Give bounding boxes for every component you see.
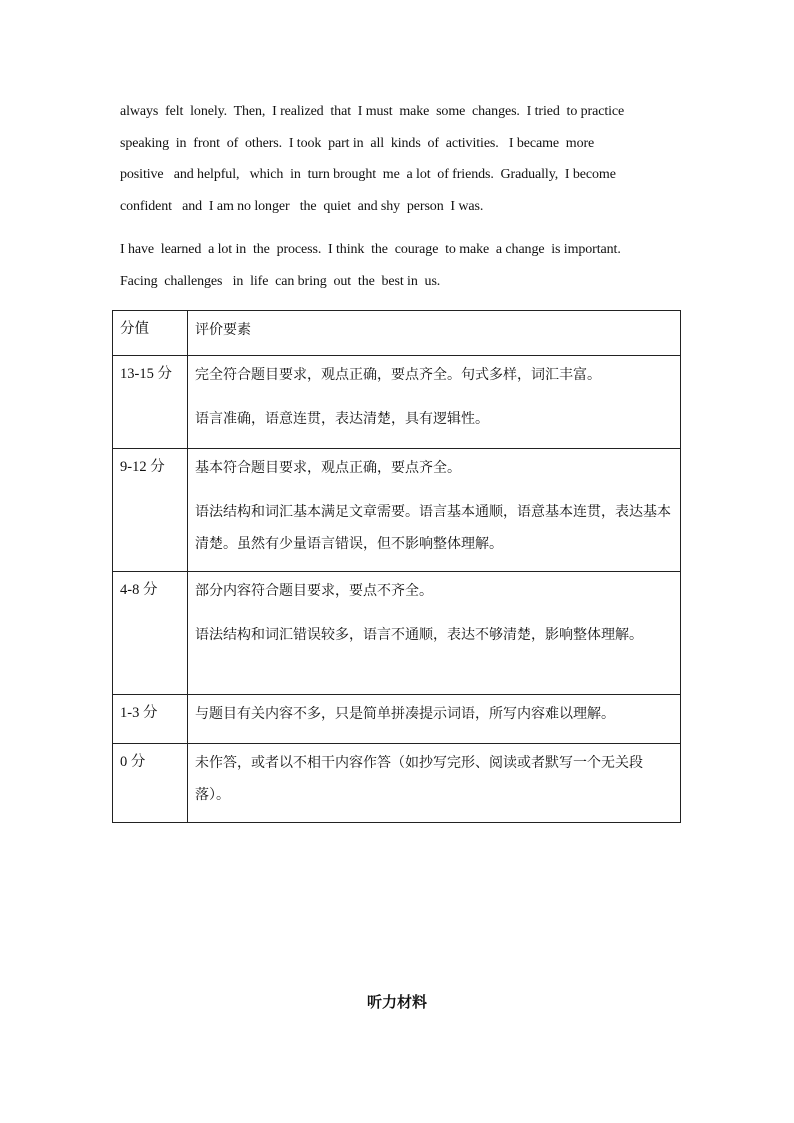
essay-line: confident and I am no longer the quiet and shy person I was. bbox=[120, 198, 484, 214]
rubric-header-row bbox=[113, 311, 681, 356]
criteria-text: 语法结构和词汇错误较多，语言不通顺，表达不够清楚，影响整体理解。 bbox=[195, 627, 643, 643]
rubric-score: 13-15 分 bbox=[113, 356, 188, 449]
section-title: 听力材料 bbox=[366, 993, 427, 1011]
scoring-rubric-table bbox=[112, 310, 681, 823]
criteria-text: 基本符合题目要求，观点正确，要点齐全。 bbox=[195, 460, 461, 476]
criteria-text: 与题目有关内容不多，只是简单拼凑提示词语，所写内容难以理解。 bbox=[195, 706, 615, 722]
rubric-row bbox=[113, 744, 681, 823]
rubric-criteria bbox=[188, 572, 681, 695]
rubric-score: 4-8 分 bbox=[113, 572, 188, 695]
rubric-criteria bbox=[188, 449, 681, 572]
criteria-text: 部分内容符合题目要求，要点不齐全。 bbox=[195, 583, 433, 599]
essay-paragraph-2 bbox=[120, 234, 680, 297]
rubric-score: 1-3 分 bbox=[113, 695, 188, 744]
rubric-row bbox=[113, 449, 681, 572]
criteria-text: 语言准确，语意连贯，表达清楚，具有逻辑性。 bbox=[195, 411, 489, 427]
essay-line: I have learned a lot in the process. I think the courage to make a change is important. bbox=[120, 242, 621, 257]
rubric-header-score: 分值 bbox=[113, 311, 188, 356]
criteria-text: 语法结构和词汇基本满足文章需要。语言基本通顺，语意基本连贯，表达基本清楚。虽然有少量语言错误，但不影响整体理解。 bbox=[195, 504, 671, 552]
essay-line: positive and helpful, which in turn brought me a lot of friends. Gradually, I become bbox=[120, 167, 616, 182]
criteria-text: 未作答，或者以不相干内容作答（如抄写完形、阅读或者默写一个无关段落）。 bbox=[195, 755, 643, 803]
essay-line: always felt lonely. Then, I realized that I must make some changes. I tried to practice bbox=[120, 104, 625, 119]
rubric-row bbox=[113, 356, 681, 449]
criteria-text: 完全符合题目要求，观点正确，要点齐全。句式多样，词汇丰富。 bbox=[195, 367, 601, 383]
rubric-header-criteria: 评价要素 bbox=[188, 311, 681, 356]
essay-line: speaking in front of others. I took part in all kinds of activities. I became more bbox=[120, 135, 595, 151]
essay-paragraph-1 bbox=[120, 96, 680, 222]
rubric-criteria bbox=[188, 356, 681, 449]
rubric-row bbox=[113, 572, 681, 695]
rubric-criteria bbox=[188, 695, 681, 744]
rubric-score: 0 分 bbox=[113, 744, 188, 823]
essay-line: Facing challenges in life can bring out the best in us. bbox=[120, 273, 441, 289]
rubric-score: 9-12 分 bbox=[113, 449, 188, 572]
rubric-row bbox=[113, 695, 681, 744]
rubric-criteria bbox=[188, 744, 681, 823]
